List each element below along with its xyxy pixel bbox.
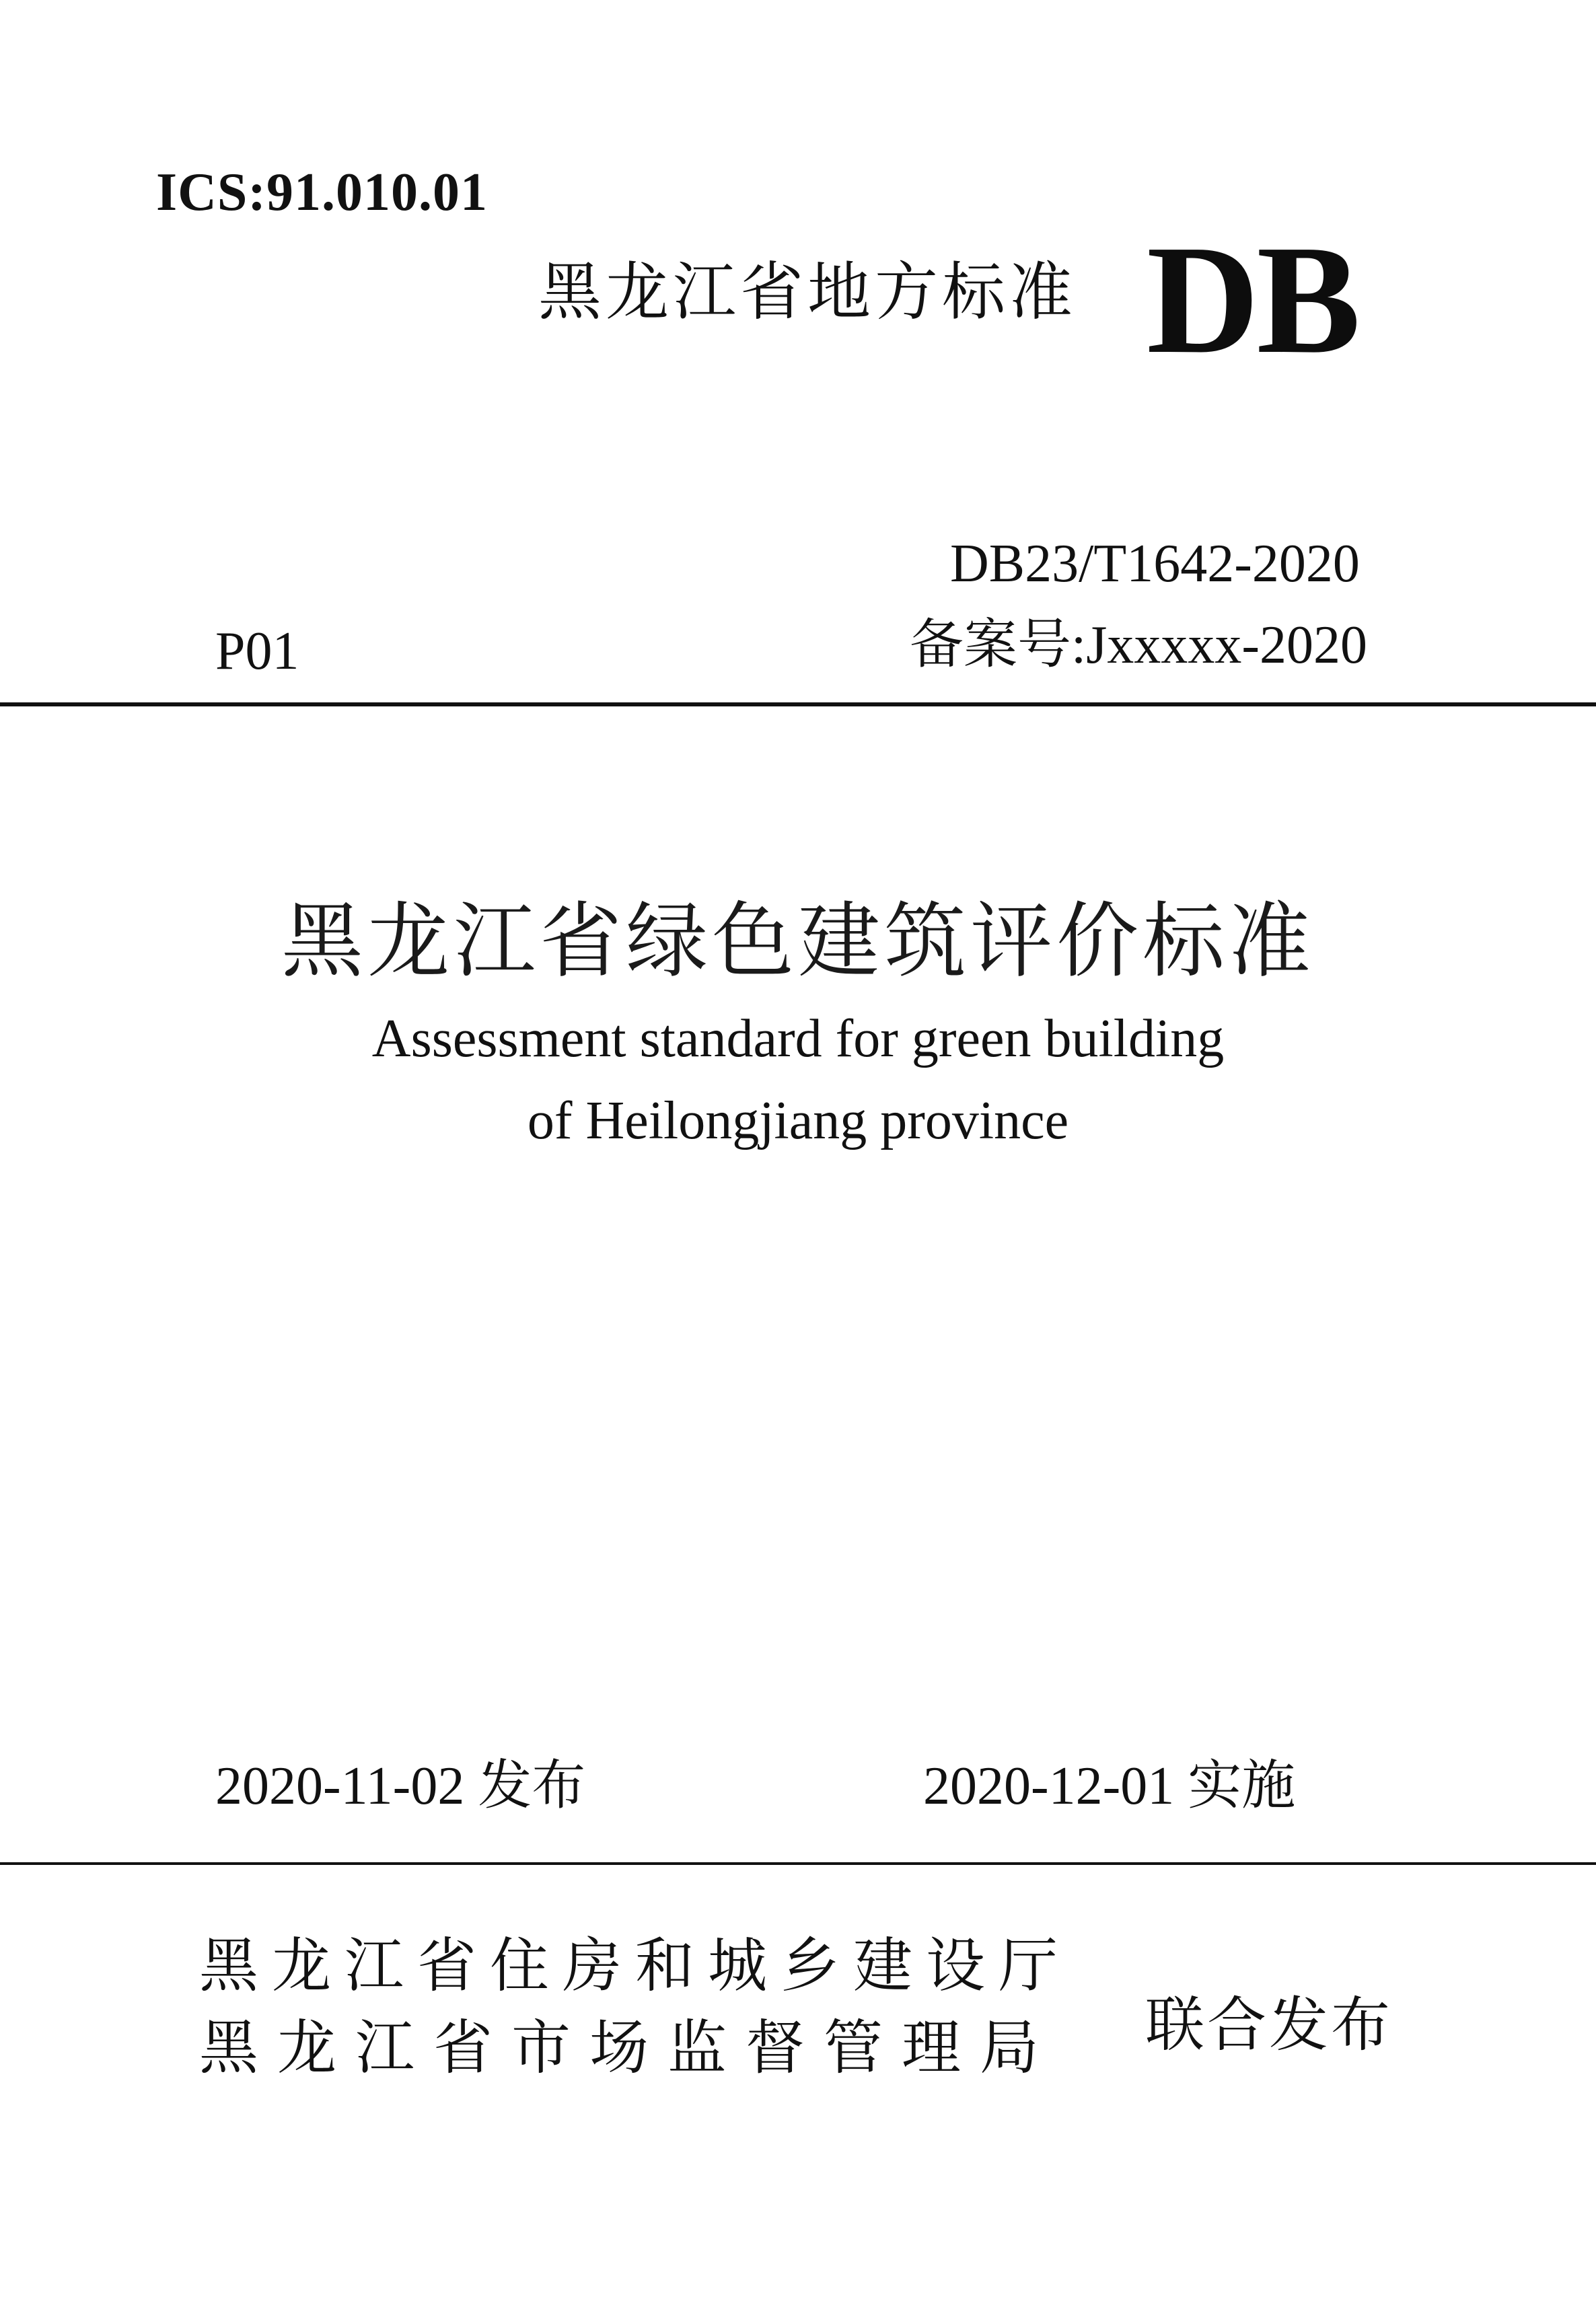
local-standard-label: 黑龙江省地方标准 xyxy=(538,256,1077,329)
ics-code: ICS:91.010.01 xyxy=(156,163,488,222)
title-english-line2: of Heilongjiang province xyxy=(527,1091,1069,1150)
issuer-market-regulation: 黑龙江省市场监督管理局 xyxy=(199,2013,1058,2082)
bottom-divider xyxy=(0,1862,1596,1865)
classification-code: P01 xyxy=(215,622,299,681)
title-chinese: 黑龙江省绿色建筑评价标准 xyxy=(281,893,1315,989)
issue-date-value: 2020-11-02 xyxy=(215,1757,465,1816)
implement-date-value: 2020-12-01 xyxy=(923,1757,1175,1816)
implement-date-label: 实施 xyxy=(1188,1754,1296,1816)
issue-date-label: 发布 xyxy=(478,1754,586,1816)
issue-date xyxy=(215,1754,586,1816)
record-number-value: :Jxxxxx-2020 xyxy=(1071,616,1367,675)
standard-number: DB23/T1642-2020 xyxy=(950,534,1360,593)
record-number xyxy=(910,613,1367,675)
top-divider xyxy=(0,702,1596,706)
joint-issue-label: 联合发布 xyxy=(1145,1990,1393,2059)
title-english-line1: Assessment standard for green building xyxy=(371,1009,1225,1068)
implement-date xyxy=(923,1754,1296,1816)
db-logo: DB xyxy=(1147,213,1358,386)
issuer-housing-department: 黑龙江省住房和城乡建设厅 xyxy=(199,1931,1072,2000)
record-number-label: 备案号 xyxy=(910,613,1071,675)
